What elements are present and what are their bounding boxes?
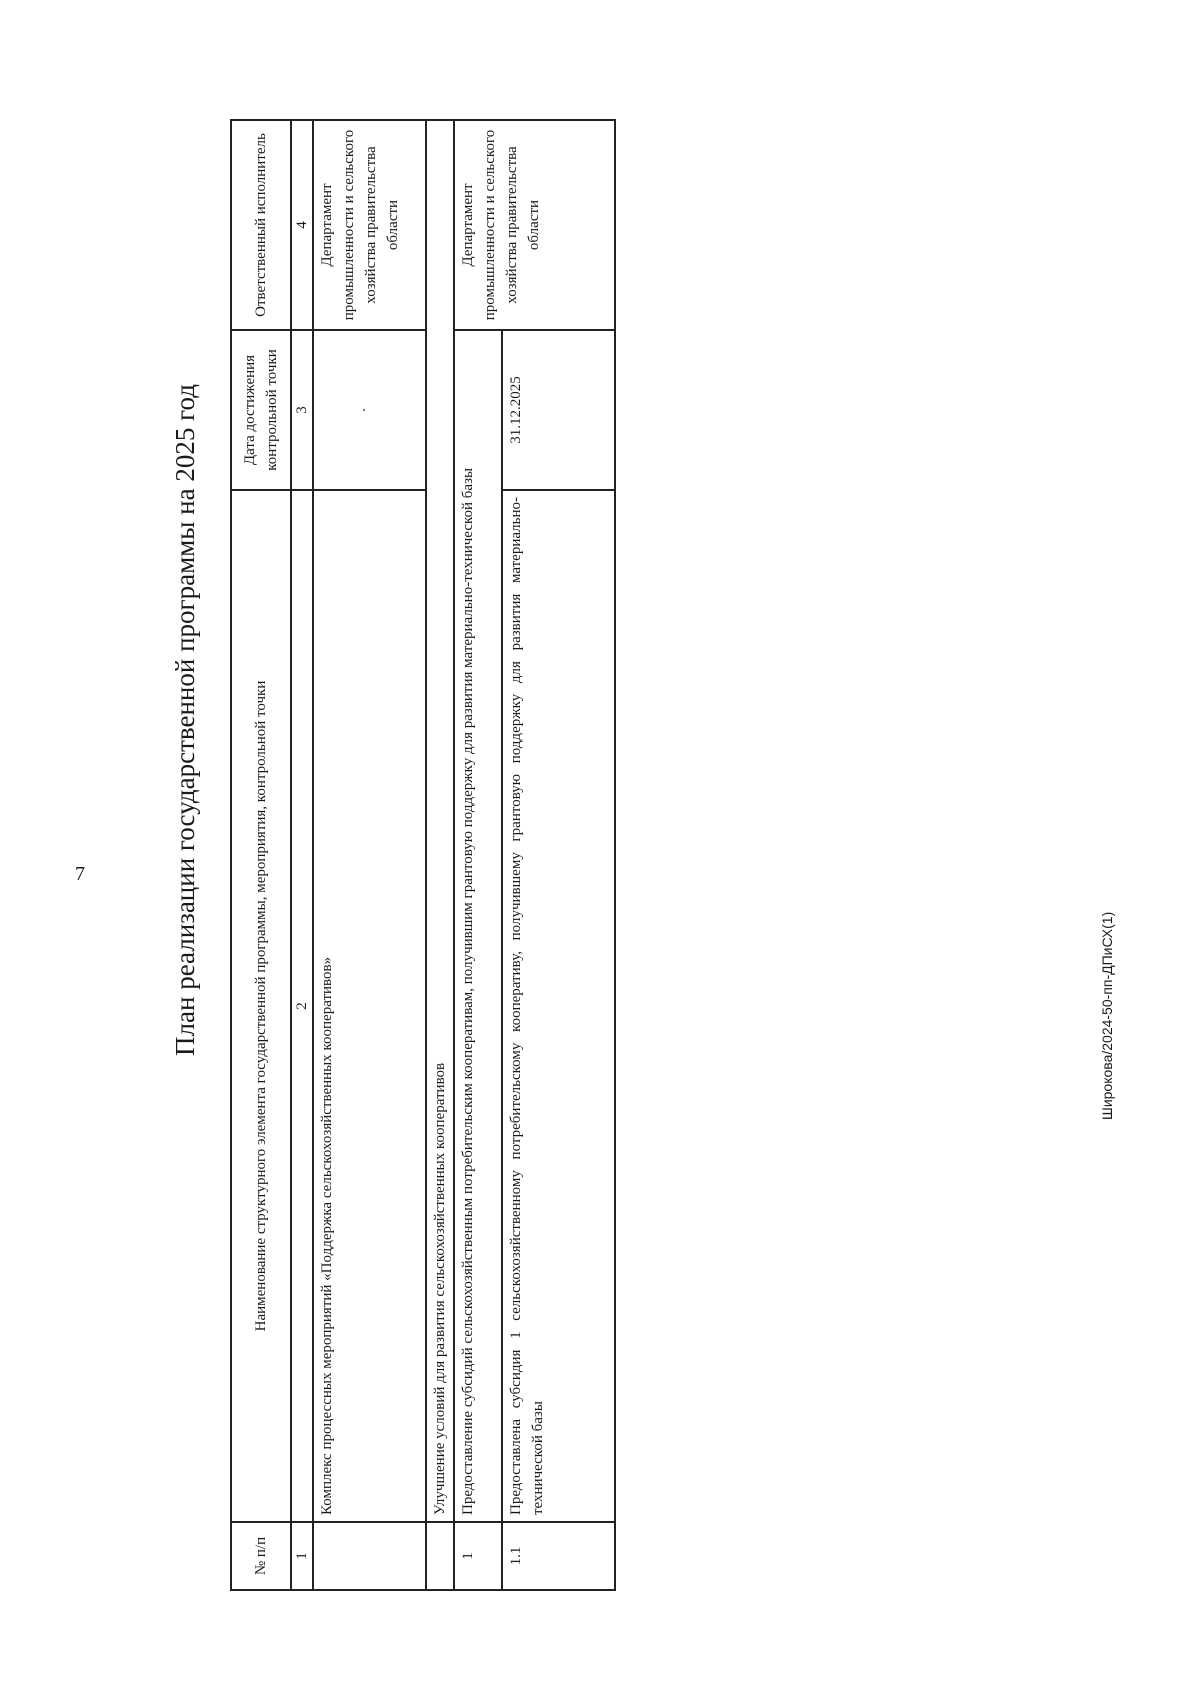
row-date: · <box>313 330 426 490</box>
header-date: Дата достижения контрольной точки <box>231 330 291 490</box>
column-number-row <box>291 120 313 1590</box>
table-row <box>502 120 615 1590</box>
row-number <box>313 1522 426 1590</box>
header-name: Наименование структурного элемента государственной программы, мероприятия, контрольной точки <box>231 490 291 1522</box>
footer-block <box>1092 720 1122 1120</box>
column-number: 1 <box>291 1522 313 1590</box>
row-executor: Департамент промышленности и сельского хозяйства правительства области <box>454 120 615 330</box>
document-reference: Широкова/2024-50-пп-ДПиСХ(1) <box>1099 911 1115 1120</box>
column-number: 2 <box>291 490 313 1522</box>
table-row <box>313 120 426 1590</box>
row-number: 1 <box>454 1522 502 1590</box>
row-date: 31.12.2025 <box>502 330 615 490</box>
row-number: 1.1 <box>502 1522 615 1590</box>
table-header-row <box>231 120 291 1590</box>
row-name: Предоставлена субсидия 1 сельскохозяйственному потребительскому кооперативу, получившему грантовую поддержку для развития материально-технической базы <box>502 490 615 1522</box>
table-row <box>426 120 454 1590</box>
row-name: Улучшение условий для развития сельскохозяйственных кооперативов <box>426 120 454 1522</box>
header-number: № п/п <box>231 1522 291 1590</box>
row-executor: Департамент промышленности и сельского хозяйства правительства области <box>313 120 426 330</box>
table-row <box>454 120 502 1590</box>
page-number: 7 <box>75 863 85 885</box>
plan-table-container <box>230 121 616 1591</box>
column-number: 4 <box>291 120 313 330</box>
header-executor: Ответственный исполнитель <box>231 120 291 330</box>
row-number <box>426 1522 454 1590</box>
title-block <box>160 40 210 1400</box>
plan-table <box>230 119 616 1591</box>
row-name: Комплекс процессных мероприятий «Поддержка сельскохозяйственных кооперативов» <box>313 490 426 1522</box>
row-name: Предоставление субсидий сельскохозяйственным потребительским кооперативам, получившим грантовую поддержку для развития материально-технической базы <box>454 330 502 1522</box>
page-title: План реализации государственной программы на 2025 год <box>170 384 200 1056</box>
column-number: 3 <box>291 330 313 490</box>
